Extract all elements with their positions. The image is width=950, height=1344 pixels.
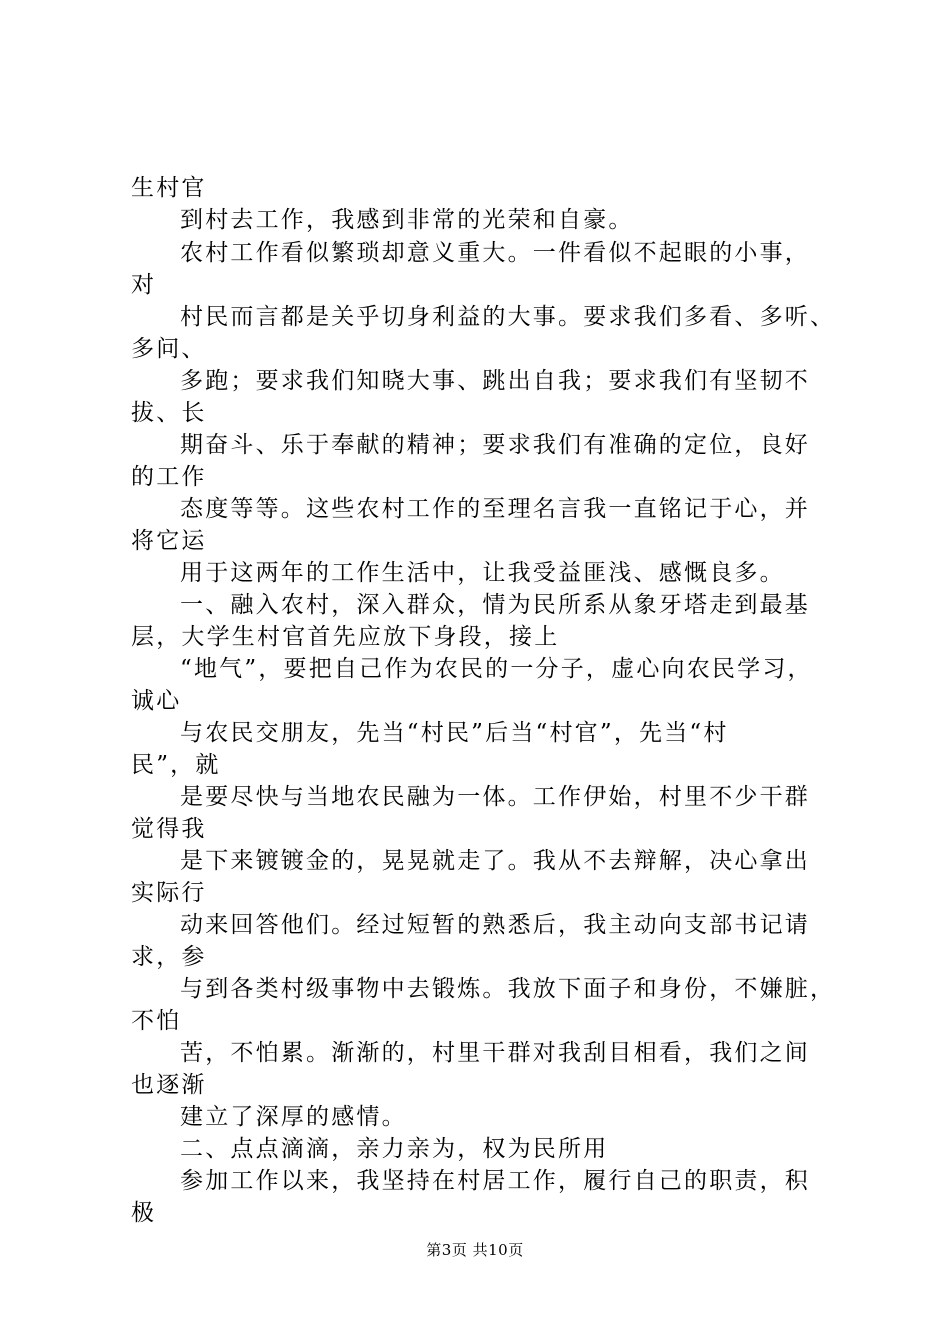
text-line: 实际行 bbox=[131, 880, 207, 906]
text-line: 也逐渐 bbox=[131, 1072, 207, 1098]
page-footer: 第3页 共10页 bbox=[426, 1241, 524, 1259]
text-line: 苦，不怕累。渐渐的，村里干群对我刮目相看，我们之间 bbox=[180, 1040, 810, 1066]
text-line: 觉得我 bbox=[131, 816, 207, 842]
text-line: 极 bbox=[131, 1200, 157, 1226]
text-line: 多问、 bbox=[131, 336, 207, 362]
text-line: 与到各类村级事物中去锻炼。我放下面子和身份，不嫌脏， bbox=[180, 976, 836, 1002]
text-line: 的工作 bbox=[131, 464, 207, 490]
text-line: 拔、长 bbox=[131, 400, 207, 426]
text-line: 层，大学生村官首先应放下身段，接上 bbox=[131, 624, 560, 650]
text-line: 与农民交朋友，先当“村民”后当“村官”，先当“村 bbox=[180, 720, 729, 746]
text-line: 求，参 bbox=[131, 944, 207, 970]
text-line: 二、点点滴滴，亲力亲为，权为民所用 bbox=[180, 1136, 609, 1162]
text-line: 是要尽快与当地农民融为一体。工作伊始，村里不少干群 bbox=[180, 784, 810, 810]
text-line: 一、融入农村，深入群众，情为民所系从象牙塔走到最基 bbox=[180, 592, 810, 618]
text-line: “地气”，要把自己作为农民的一分子，虚心向农民学习， bbox=[180, 656, 813, 682]
text-line: 用于这两年的工作生活中，让我受益匪浅、感慨良多。 bbox=[180, 560, 785, 586]
text-line: 建立了深厚的感情。 bbox=[180, 1104, 407, 1130]
text-line: 是下来镀镀金的，晃晃就走了。我从不去辩解，决心拿出 bbox=[180, 848, 810, 874]
text-line: 诚心 bbox=[131, 688, 182, 714]
text-line: 民”，就 bbox=[131, 752, 221, 778]
text-line: 将它运 bbox=[131, 528, 207, 554]
text-line: 到村去工作，我感到非常的光荣和自豪。 bbox=[180, 207, 634, 233]
text-line: 态度等等。这些农村工作的至理名言我一直铭记于心，并 bbox=[180, 496, 810, 522]
text-line: 动来回答他们。经过短暂的熟悉后，我主动向支部书记请 bbox=[180, 912, 810, 938]
text-line: 不怕 bbox=[131, 1008, 182, 1034]
text-line: 多跑；要求我们知晓大事、跳出自我；要求我们有坚韧不 bbox=[180, 368, 810, 394]
text-line: 农村工作看似繁琐却意义重大。一件看似不起眼的小事， bbox=[180, 240, 810, 266]
text-line: 村民而言都是关乎切身利益的大事。要求我们多看、多听、 bbox=[180, 304, 836, 330]
text-line: 生村官 bbox=[131, 175, 207, 201]
text-line: 参加工作以来，我坚持在村居工作，履行自己的职责，积 bbox=[180, 1168, 810, 1194]
text-line: 期奋斗、乐于奉献的精神；要求我们有准确的定位，良好 bbox=[180, 432, 810, 458]
text-line: 对 bbox=[131, 272, 157, 298]
